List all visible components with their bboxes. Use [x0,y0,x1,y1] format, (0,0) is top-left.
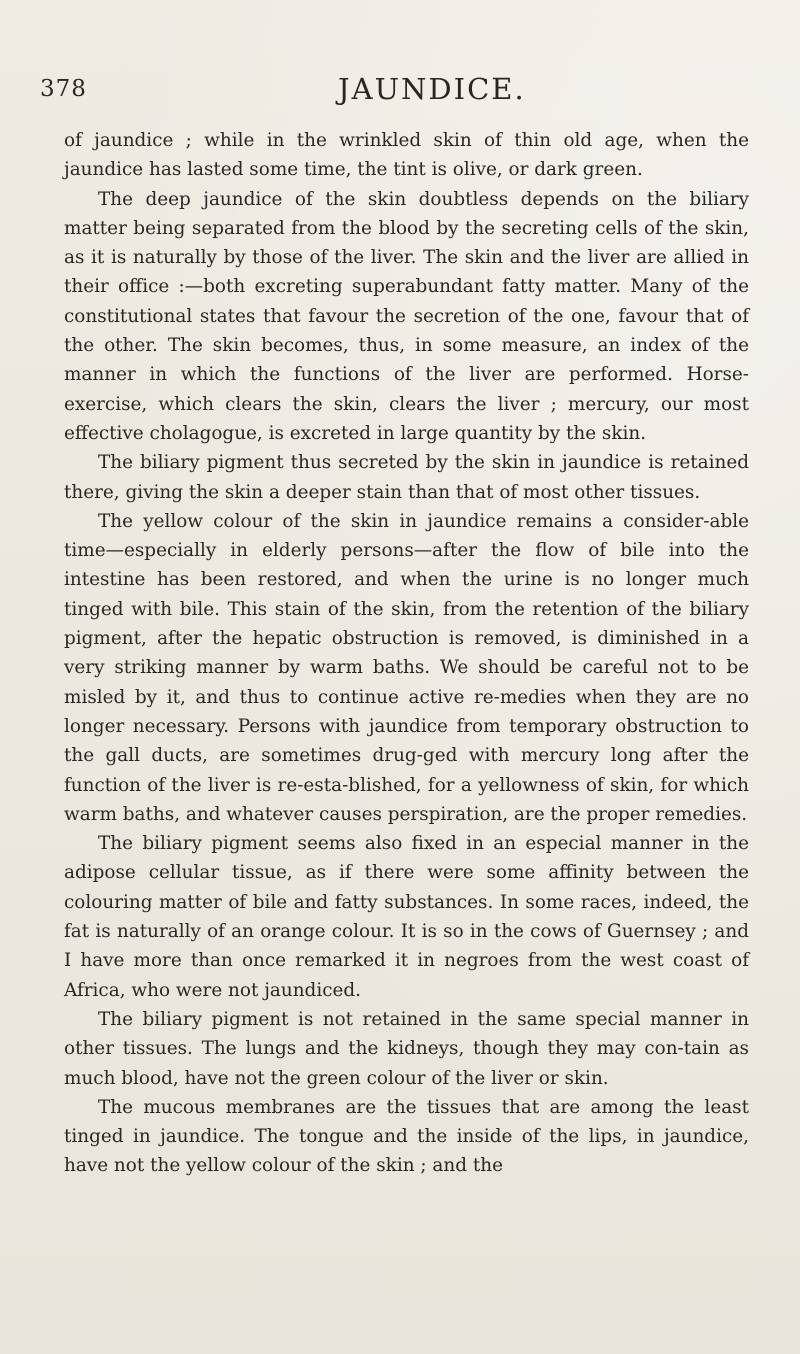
paragraph: The deep jaundice of the skin doubtless depends on the biliary matter being separated from the blood by the secreting cells of the skin, as it is naturally by those of the liver. The skin and the liver are allied in their office :—both excreting superabundant fatty matter. Many of the constitutional states that favour the secretion of the one, favour that of the other. The skin becomes, thus, in some measure, an index of the manner in which the functions of the liver are performed. Horse-exercise, which clears the skin, clears the liver ; mercury, our most effective cholagogue, is excreted in large quantity by the skin. [64,188,749,444]
paragraph: The biliary pigment seems also fixed in an especial manner in the adipose cellular tissue, as if there were some affinity between the colouring matter of bile and fatty substances. In some races, indeed, the fat is naturally of an orange colour. It is so in the cows of Guernsey ; and I have more than once remarked it in negroes from the west coast of Africa, who were not jaundiced. [64,833,749,1001]
paragraph: The yellow colour of the skin in jaundice remains a consider-able time—especially in elderly persons—after the flow of bile into the intestine has been restored, and when the urine is no longer much tinged with bile. This stain of the skin, from the retention of the biliary pigment, after the hepatic obstruction is removed, is diminished in a very striking manner by warm baths. We should be careful not to be misled by it, and thus to continue active re-medies when they are no longer necessary. Persons with jaundice from temporary obstruction to the gall ducts, are sometimes drug-ged with mercury long after the function of the liver is re-esta-blished, for a yellowness of skin, for which warm baths, and whatever causes perspiration, are the proper remedies. [64,510,749,825]
page-number: 378 [40,76,87,102]
body-text [64,126,749,1181]
paragraph: The biliary pigment thus secreted by the skin in jaundice is retained there, giving the skin a deeper stain than that of most other tissues. [64,452,749,503]
paragraph: The mucous membranes are the tissues that are among the least tinged in jaundice. The tongue and the inside of the lips, in jaundice, have not the yellow colour of the skin ; and the [64,1096,749,1177]
page-header [40,72,760,112]
running-head: JAUNDICE. [338,72,526,106]
paragraph: The biliary pigment is not retained in the same special manner in other tissues. The lungs and the kidneys, though they may con-tain as much blood, have not the green colour of the liver or skin. [64,1008,749,1089]
paragraph-continued: of jaundice ; while in the wrinkled skin of thin old age, when the jaundice has lasted some time, the tint is olive, or dark green. [64,130,749,181]
